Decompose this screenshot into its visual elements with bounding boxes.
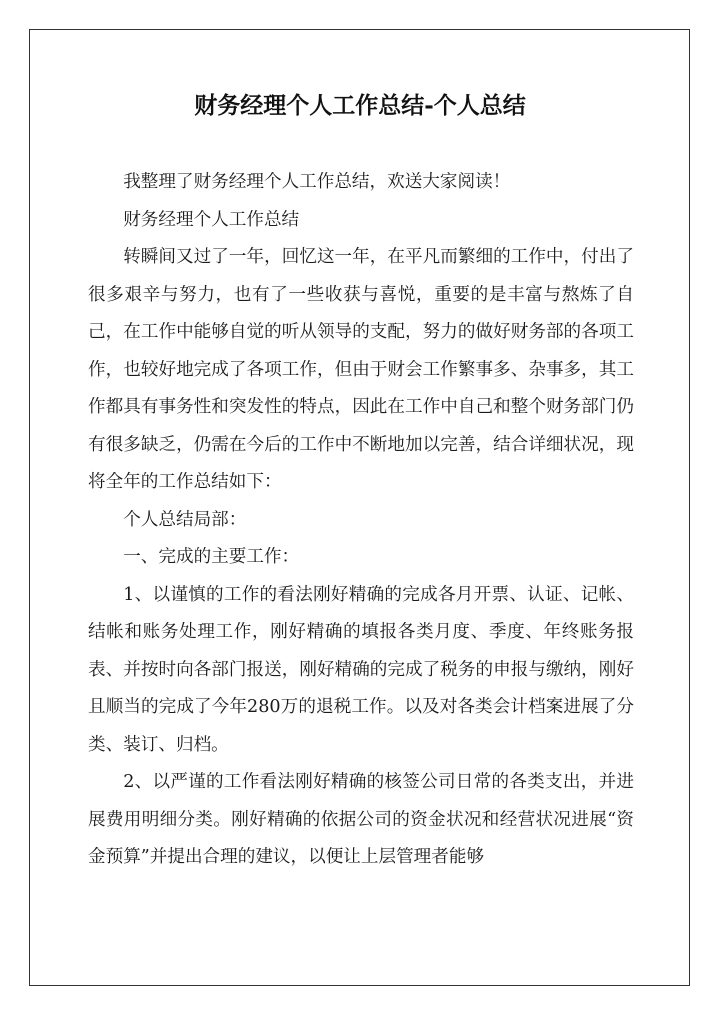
document-title: 财务经理个人工作总结-个人总结 xyxy=(194,92,526,119)
paragraph-item-2: 2、以严谨的工作看法刚好精确的核签公司日常的各类支出，并进展费用明细分类。刚好精确的依据公司的资金状况和经营状况进展“资金预算”并提出合理的建议，以便让上层管理者能够 xyxy=(88,772,634,867)
paragraph-subsection-heading: 一、完成的主要工作： xyxy=(123,547,300,567)
paragraph-overview: 转瞬间又过了一年，回忆这一年，在平凡而繁细的工作中，付出了很多艰辛与努力，也有了一些收获与喜悦，重要的是丰富与熬炼了自己，在工作中能够自觉的听从领导的支配，努力的做好财务部的各项工作，也较好地完成了各项工作，但由于财会工作繁事多、杂事多，其工作都具有事务性和突发性的特点，因此在工作中自己和整个财务部门仍有很多缺乏，仍需在今后的工作中不断地加以完善，结合详细状况，现将全年的工作总结如下： xyxy=(88,247,634,492)
paragraph-subtitle: 财务经理个人工作总结 xyxy=(123,209,300,230)
paragraph-section-heading: 个人总结局部： xyxy=(123,509,247,530)
document-body xyxy=(88,164,634,877)
paragraph-item-1: 1、以谨慎的工作的看法刚好精确的完成各月开票、认证、记帐、结帐和账务处理工作，刚好精确的填报各类月度、季度、年终账务报表、并按时向各部门报送，刚好精确的完成了税务的申报与缴纳，刚好且顺当的完成了今年280万的退税工作。以及对各类会计档案进展了分类、装订、归档。 xyxy=(88,584,634,755)
paragraph-intro: 我整理了财务经理个人工作总结，欢送大家阅读！ xyxy=(123,172,511,192)
